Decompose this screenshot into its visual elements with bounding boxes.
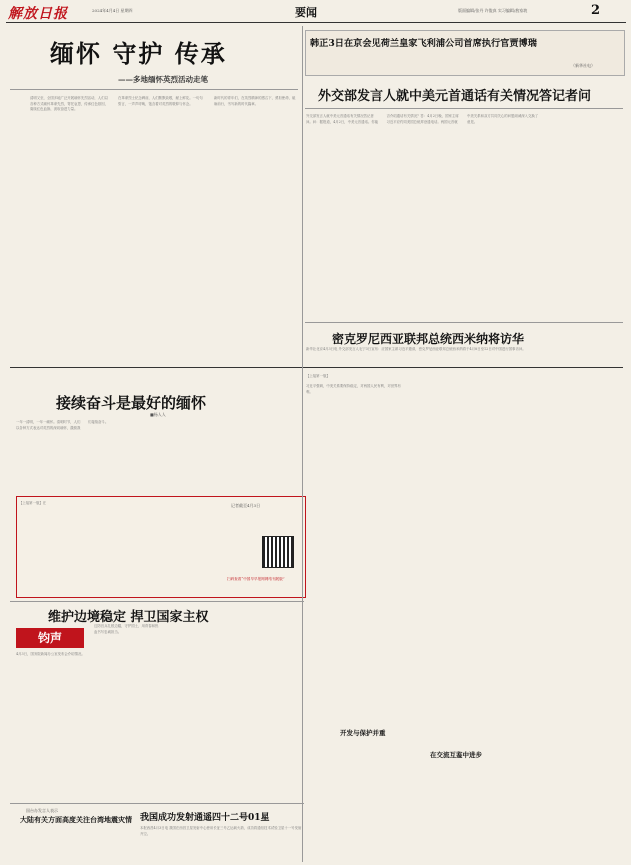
- story2-box: [305, 30, 625, 76]
- masthead: [0, 0, 631, 22]
- story4-body: 新华社北京4月3日电 外交部发言人毛宁3日宣布：应国家主席习近平邀请，密克罗尼西亚联邦总统西米纳将于4月8日至12日对中国进行国事访问。: [306, 347, 526, 351]
- masthead-logo: 解放日报: [8, 6, 68, 22]
- story6-headline: 维护边境稳定 捍卫国家主权: [48, 610, 209, 625]
- right-column-body: 习近平强调，中美关系要保持稳定，对两国人民有利，对世界有利。: [306, 384, 401, 394]
- story2-source: （新华社电）: [571, 63, 595, 68]
- story3-body: 外交部发言人就中美元首通话有关情况答记者问。问：据报道，4月2日，中美元首通话。你能否介绍通话有关情况？答：4月2日晚，国家主席习近平应约同美国总统拜登通电话。两国元首就中美关系和双方共同关心的问题坦诚深入交换了意见。: [306, 114, 539, 124]
- story1-col1: 清明又至，全国多地广泛开展缅怀先烈活动，人们以各种方式缅怀革命先烈，寄托哀思，传承红色基因，赓续红色血脉，汲取奋进力量。: [30, 96, 108, 112]
- story6-body: 边防官兵扎根边疆，守护国土，用青春和热血书写忠诚担当。: [94, 624, 159, 634]
- story1-title: 缅怀 守护 传承: [50, 39, 227, 68]
- boxed-lead: 【上接第一版】在: [19, 501, 47, 505]
- page-number: 2: [591, 3, 601, 18]
- masthead-rule: [6, 22, 626, 23]
- bottom-left-kicker: 国台办发言人表示: [26, 808, 58, 813]
- right-column-lead: 【上接第一版】: [306, 374, 330, 378]
- story5-headline: 接续奋斗是最好的缅怀: [56, 394, 207, 412]
- bottom-left-headline: 大陆有关方面高度关注台湾地震灾情: [20, 815, 132, 824]
- section-title: 要闻: [295, 6, 317, 19]
- story1-col2: 在革命烈士纪念碑前，人们默默致敬，献上鲜花。一句句誓言，一声声呼唤，饱含着对英烈的敬仰与怀念。: [118, 96, 203, 106]
- column-name: 钧声: [16, 628, 84, 648]
- column-body: 4月3日，国务院新闻办公室发布会介绍情况。: [16, 652, 85, 656]
- boxed-deadline: 记者截至4月3日: [231, 503, 261, 508]
- qr-caption: 扫码查看“中国早早报网网络刊展版”: [227, 577, 285, 581]
- bottom-mid-headline: 我国成功发射通遥四十二号01星: [140, 813, 270, 823]
- story1-subtitle: ——多地缅怀英烈活动走笔: [118, 75, 208, 84]
- masthead-editors: 版面编辑/张丹 许俊真 实习编辑/敖家坡: [458, 8, 528, 13]
- story3-headline: 外交部发言人就中美元首通话有关情况答记者问: [318, 89, 592, 104]
- story2-headline: 韩正3日在京会见荷兰皇家飞利浦公司首席执行官贾博瑞: [310, 38, 537, 49]
- sub-communication-title: 在交流互鉴中进步: [430, 751, 482, 759]
- story5-body: 一年一清明，一年一缅怀。清明时节，人们以各种方式表达对英烈的深切缅怀，激励我们接续奋斗。: [16, 420, 109, 430]
- qr-code[interactable]: [263, 537, 293, 567]
- story4-headline: 密克罗尼西亚联邦总统西米纳将访华: [332, 332, 525, 346]
- story1-col3: 新时代的青年们，在英烈精神的感召下，勇担使命，砥砺前行，书写新的时代篇章。: [214, 96, 296, 106]
- story5-author: ■杨人人: [150, 412, 166, 417]
- masthead-date: 2024年4月4日 星期四: [92, 8, 133, 13]
- bottom-mid-body: 本报西昌4月3日电 我国在西昌卫星发射中心使用长征三号乙运载火箭，成功将通信技术试验卫星十一号发射升空。: [140, 826, 302, 836]
- highlight-box: [16, 496, 306, 598]
- sub-open-title: 开发与保护并重: [340, 729, 386, 737]
